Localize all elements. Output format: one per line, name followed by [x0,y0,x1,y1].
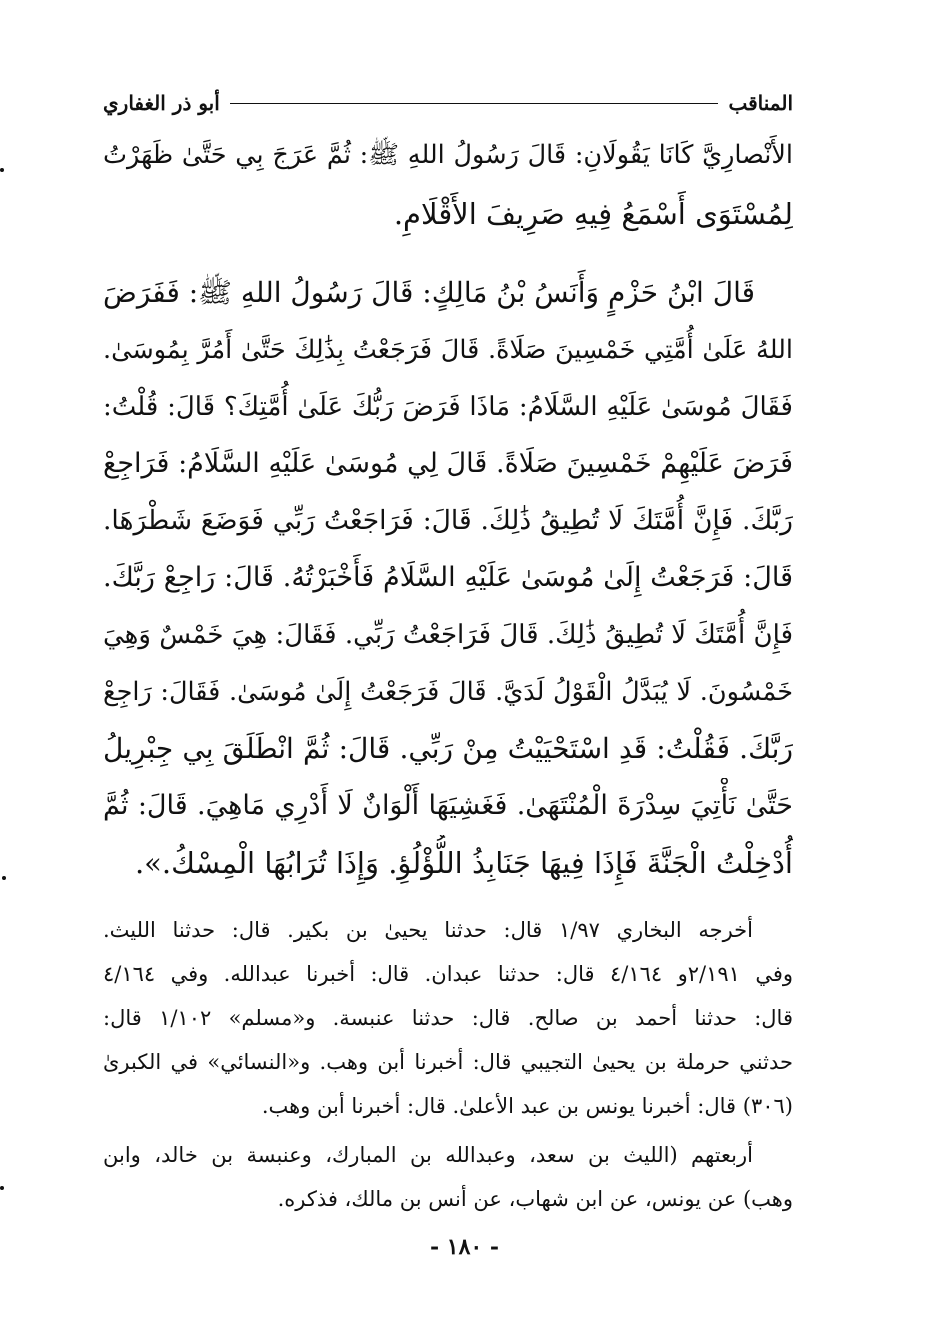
body-line: رَبَّكَ. فَقُلْتُ: قَدِ اسْتَحْيَيْتُ مِنْ رَبِّي. قَالَ: ثُمَّ انْطَلَقَ بِي جِبْرِيلُ [103,732,793,765]
body-line: اللهُ عَلَىٰ أُمَّتِي خَمْسِينَ صَلَاةً. قَالَ فَرَجَعْتُ بِذَٰلِكَ حَتَّىٰ أَمُرَّ بِمُوسَىٰ. [103,335,793,365]
header-chapter-title: أبو ذر الغفاري [103,91,220,115]
page-number: - ١٨٠ - [429,1234,500,1260]
footnote-line: وهب) عن يونس، عن ابن شهاب، عن أنس بن مالك، فذكره. [277,1187,793,1211]
footnote-line: قال: حدثنا أحمد بن صالح. قال: حدثنا عنبسة. و«مسلم» ١/١٠٢ قال: [103,1006,793,1030]
footnote-line: أخرجه البخاري ١/٩٧ قال: حدثنا يحيىٰ بن بكير. قال: حدثنا الليث. [103,918,753,942]
body-line: فَقَالَ مُوسَىٰ عَلَيْهِ السَّلَامُ: مَاذَا فَرَضَ رَبُّكَ عَلَىٰ أُمَّتِكَ؟ قَالَ: قُلْتُ: [103,392,793,422]
body-line: أُدْخِلْتُ الْجَنَّةَ فَإِذَا فِيهَا جَنَابِذُ اللُّؤْلُؤِ. وَإِذَا تُرَابُهَا الْمِسْكُ.». [134,846,793,880]
running-header [103,88,793,118]
footnote-line: حدثني حرملة بن يحيىٰ التجيبي قال: أخبرنا أبن وهب. و«النسائي» في الكبرىٰ [103,1050,793,1074]
scan-edge-mark [0,1186,4,1190]
body-line: حَتَّىٰ نَأْتِيَ سِدْرَةَ الْمُنْتَهَىٰ. فَغَشِيَهَا أَلْوَانٌ لَا أَدْرِي مَاهِيَ. قَالَ: ثُمَّ [103,790,793,821]
header-rule [230,103,719,104]
body-line: لِمُسْتَوَى أَسْمَعُ فِيهِ صَرِيفَ الأَقْلَامِ. [393,197,793,231]
body-line: رَبَّكَ. فَإِنَّ أُمَّتَكَ لَا تُطِيقُ ذَٰلِكَ. قَالَ: فَرَاجَعْتُ رَبِّي فَوَضَعَ شَطْرَهَا. [103,505,793,536]
body-line: قَالَ ابْنُ حَزْمٍ وَأَنَسُ بْنُ مَالِكٍ: قَالَ رَسُولُ اللهِ ﷺ: فَفَرَضَ [103,276,755,309]
footnote-line: (٣٠٦) قال: أخبرنا يونس بن عبد الأعلىٰ. قال: أخبرنا أبن وهب. [261,1094,793,1118]
body-line: خَمْسُونَ. لَا يُبَدَّلُ الْقَوْلُ لَدَيَّ. قَالَ فَرَجَعْتُ إِلَىٰ مُوسَىٰ. فَقَالَ: رَاجِعْ [103,677,793,707]
footnote-line: وفي ٢/١٩١و ٤/١٦٤ قال: حدثنا عبدان. قال: أخبرنا عبدالله. وفي ٤/١٦٤ [103,962,793,986]
body-line: قَالَ: فَرَجَعْتُ إِلَىٰ مُوسَىٰ عَلَيْهِ السَّلَامُ فَأَخْبَرْتُهُ. قَالَ: رَاجِعْ رَبَّكَ. [103,562,793,593]
body-line: فَرَضَ عَلَيْهِمْ خَمْسِينَ صَلَاةً. قَالَ لِي مُوسَىٰ عَلَيْهِ السَّلَامُ: فَرَاجِعْ [103,448,793,479]
scan-edge-mark [2,876,6,880]
scan-edge-mark [0,168,4,172]
body-line: الأَنْصارِيَّ كَانَا يَقُولَانِ: قَالَ رَسُولُ اللهِ ﷺ: ثُمَّ عَرَجَ بِي حَتَّىٰ ظَهَرْتُ [103,140,793,170]
header-section-title: المناقب [728,91,793,115]
body-line: فَإِنَّ أُمَّتَكَ لَا تُطِيقُ ذَٰلِكَ. قَالَ فَرَاجَعْتُ رَبِّي. فَقَالَ: هِيَ خَمْسٌ وَهِيَ [103,620,793,650]
footnote-line: أربعتهم (الليث بن سعد، وعبدالله بن المبارك، وعنبسة بن خالد، وابن [103,1143,753,1167]
